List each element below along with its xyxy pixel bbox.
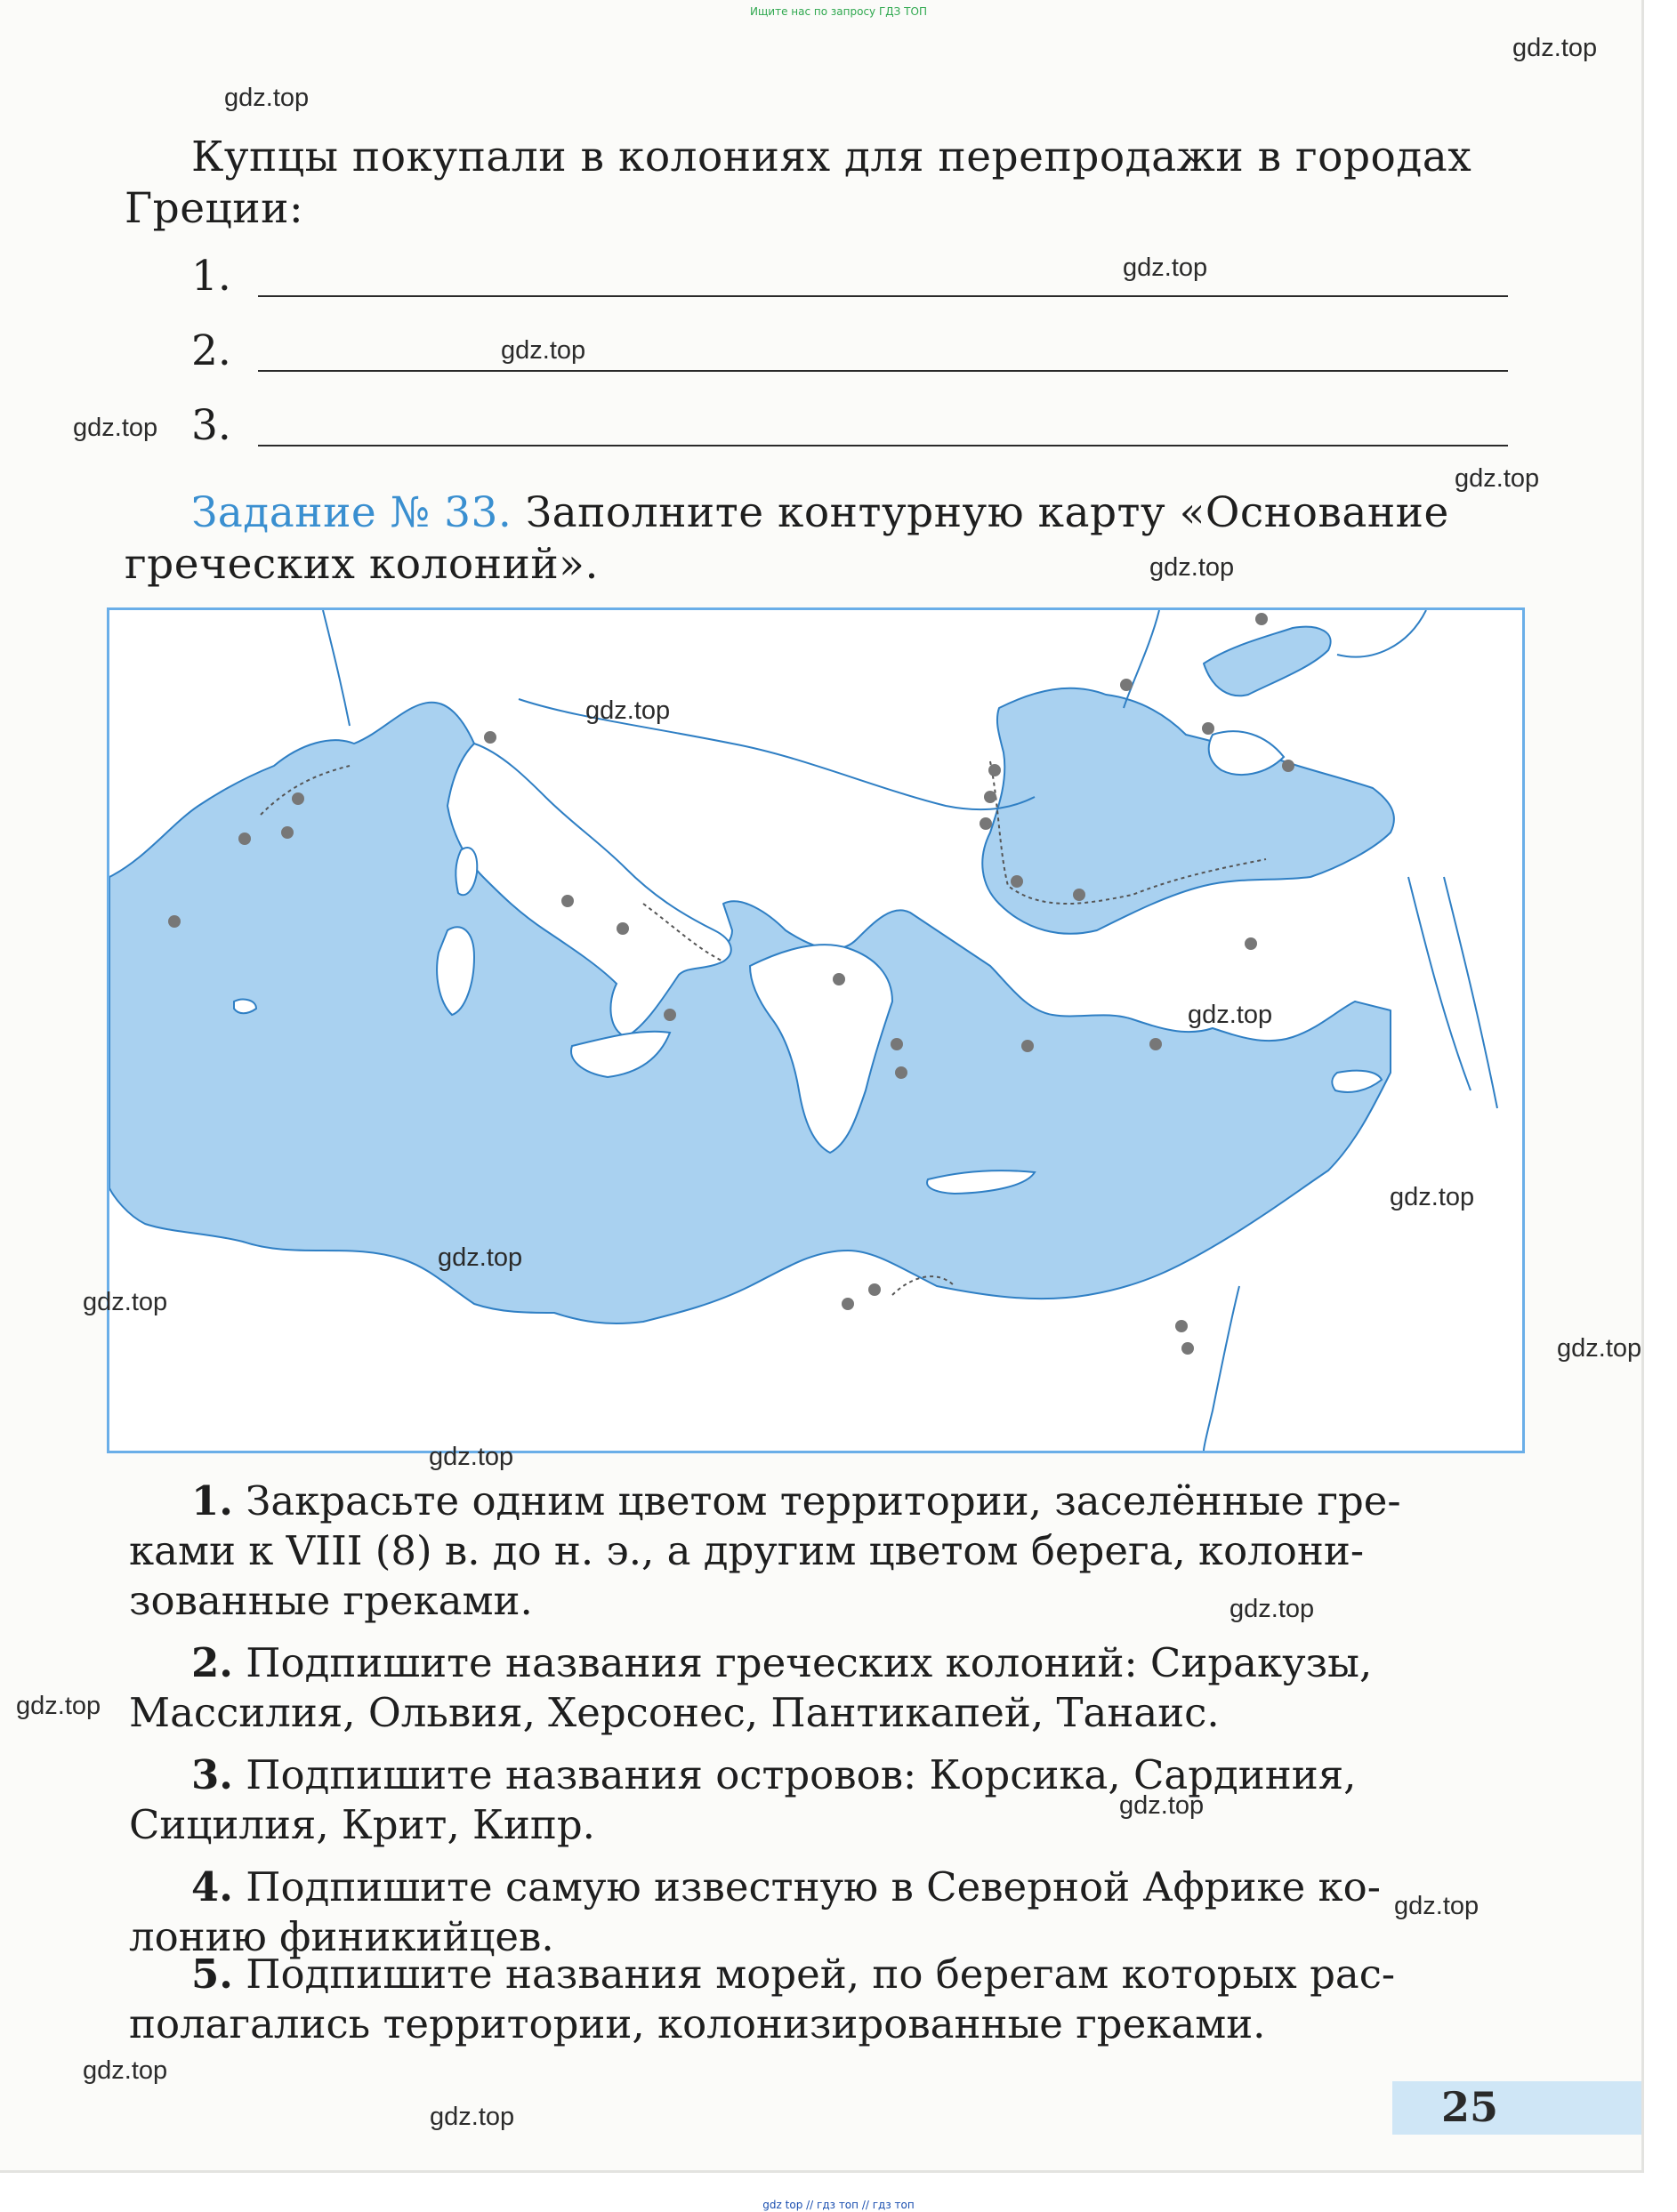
colony-marker xyxy=(168,915,181,928)
colony-marker xyxy=(664,1009,676,1021)
instruction-line: зованные греками. xyxy=(129,1577,533,1624)
colony-marker xyxy=(842,1298,854,1310)
instruction-line: ками к VIII (8) в. до н. э., а другим цветом берега, колони- xyxy=(129,1527,1365,1574)
answer-rule xyxy=(258,370,1508,372)
watermark: gdz.top xyxy=(1512,34,1598,62)
sea-of-azov xyxy=(1204,627,1331,696)
watermark: gdz.top xyxy=(438,1243,523,1272)
colony-marker xyxy=(1011,875,1023,888)
instruction-line: Подпишите самую известную в Северной Африке ко- xyxy=(246,1863,1381,1910)
watermark: gdz.top xyxy=(430,2103,515,2131)
colony-marker xyxy=(1175,1320,1188,1332)
watermark: gdz.top xyxy=(224,84,310,112)
colony-marker xyxy=(1149,1038,1162,1050)
instruction-line: Подпишите названия морей, по берегам которых рас- xyxy=(246,1951,1396,1998)
colony-marker xyxy=(980,817,992,830)
instruction-number: 1. xyxy=(191,1477,233,1524)
instruction-2 xyxy=(129,1638,1499,1738)
watermark: gdz.top xyxy=(585,696,671,725)
intro-line-1: Купцы покупали в колониях для перепродажи в городах xyxy=(191,133,1472,181)
watermark: gdz.top xyxy=(1119,1791,1205,1820)
colony-marker xyxy=(484,731,496,744)
instruction-4 xyxy=(129,1862,1499,1962)
watermark: gdz.top xyxy=(73,414,158,442)
balearic-islands xyxy=(234,1000,256,1014)
answer-rule xyxy=(258,295,1508,297)
colony-marker xyxy=(1073,889,1085,901)
colony-marker xyxy=(561,895,574,907)
watermark: gdz.top xyxy=(1557,1334,1642,1363)
instruction-line: Закрасьте одним цветом территории, заселённые гре- xyxy=(246,1477,1401,1524)
watermark: gdz.top xyxy=(83,1288,168,1316)
answer-line-1[interactable] xyxy=(191,251,1508,304)
page-number-bar xyxy=(1392,2081,1641,2135)
colony-marker xyxy=(292,792,304,805)
river-nile xyxy=(1204,1286,1239,1451)
instruction-number: 5. xyxy=(191,1951,233,1998)
task-heading-line-2: греческих колоний». xyxy=(125,540,599,589)
page-number: 25 xyxy=(1441,2083,1499,2131)
instruction-line: Подпишите названия греческих колоний: Сиракузы, xyxy=(246,1639,1373,1686)
colony-marker xyxy=(238,833,251,845)
task-label: Задание № 33. xyxy=(191,488,512,537)
answer-number: 2. xyxy=(191,326,231,375)
colony-marker xyxy=(1181,1342,1194,1355)
answer-number: 1. xyxy=(191,252,231,301)
instruction-line: Массилия, Ольвия, Херсонес, Пантикапей, Танаис. xyxy=(129,1689,1220,1736)
instruction-3 xyxy=(129,1750,1499,1850)
colony-marker xyxy=(895,1066,907,1079)
bottom-banner[interactable]: gdz top // гдз топ // гдз топ xyxy=(762,2199,915,2211)
instruction-number: 4. xyxy=(191,1863,233,1910)
river-dnieper xyxy=(1124,610,1159,708)
watermark: gdz.top xyxy=(501,336,586,365)
watermark: gdz.top xyxy=(1394,1892,1479,1920)
instruction-number: 2. xyxy=(191,1639,233,1686)
watermark: gdz.top xyxy=(83,2056,168,2085)
colony-marker xyxy=(1245,937,1257,950)
colony-marker xyxy=(988,764,1001,776)
task-heading-line-1 xyxy=(191,487,1449,539)
instruction-line: полагались территории, колонизированные греками. xyxy=(129,2000,1266,2047)
watermark: gdz.top xyxy=(1230,1595,1315,1623)
colony-marker xyxy=(1021,1040,1034,1052)
answer-number: 3. xyxy=(191,401,231,450)
answer-line-3[interactable] xyxy=(191,400,1508,454)
colony-marker xyxy=(833,973,845,985)
map-svg xyxy=(109,610,1522,1451)
watermark: gdz.top xyxy=(1149,553,1235,582)
colony-marker xyxy=(617,922,629,935)
colony-marker xyxy=(1255,613,1268,625)
river-rhone xyxy=(323,610,350,726)
river-don xyxy=(1337,610,1426,657)
watermark: gdz.top xyxy=(16,1692,101,1720)
colony-marker xyxy=(281,826,294,839)
instruction-5 xyxy=(129,1950,1499,2049)
watermark: gdz.top xyxy=(1390,1183,1475,1211)
colony-marker xyxy=(868,1283,881,1296)
watermark: gdz.top xyxy=(1455,464,1540,493)
answer-rule xyxy=(258,445,1508,446)
instruction-line: Сицилия, Крит, Кипр. xyxy=(129,1801,595,1848)
answer-line-2[interactable] xyxy=(191,326,1508,379)
instruction-number: 3. xyxy=(191,1751,233,1798)
watermark: gdz.top xyxy=(1123,253,1208,282)
river-euphrates xyxy=(1408,877,1471,1090)
contour-map[interactable] xyxy=(107,607,1525,1453)
colony-marker xyxy=(1282,760,1294,772)
black-sea xyxy=(982,688,1394,934)
colony-marker xyxy=(891,1038,903,1050)
watermark: gdz.top xyxy=(429,1443,514,1471)
intro-line-2: Греции: xyxy=(125,184,304,233)
colony-marker xyxy=(984,791,996,803)
instruction-line: Подпишите названия островов: Корсика, Сардиния, xyxy=(246,1751,1357,1798)
colony-marker xyxy=(1120,679,1133,691)
colony-marker xyxy=(1202,722,1214,735)
top-banner[interactable]: Ищите нас по запросу ГДЗ ТОП xyxy=(750,5,927,18)
instruction-line: лонию финикийцев. xyxy=(129,1913,554,1960)
task-text-1: Заполните контурную карту «Основание xyxy=(525,488,1449,537)
watermark: gdz.top xyxy=(1188,1001,1273,1029)
river-tigris xyxy=(1444,877,1497,1108)
